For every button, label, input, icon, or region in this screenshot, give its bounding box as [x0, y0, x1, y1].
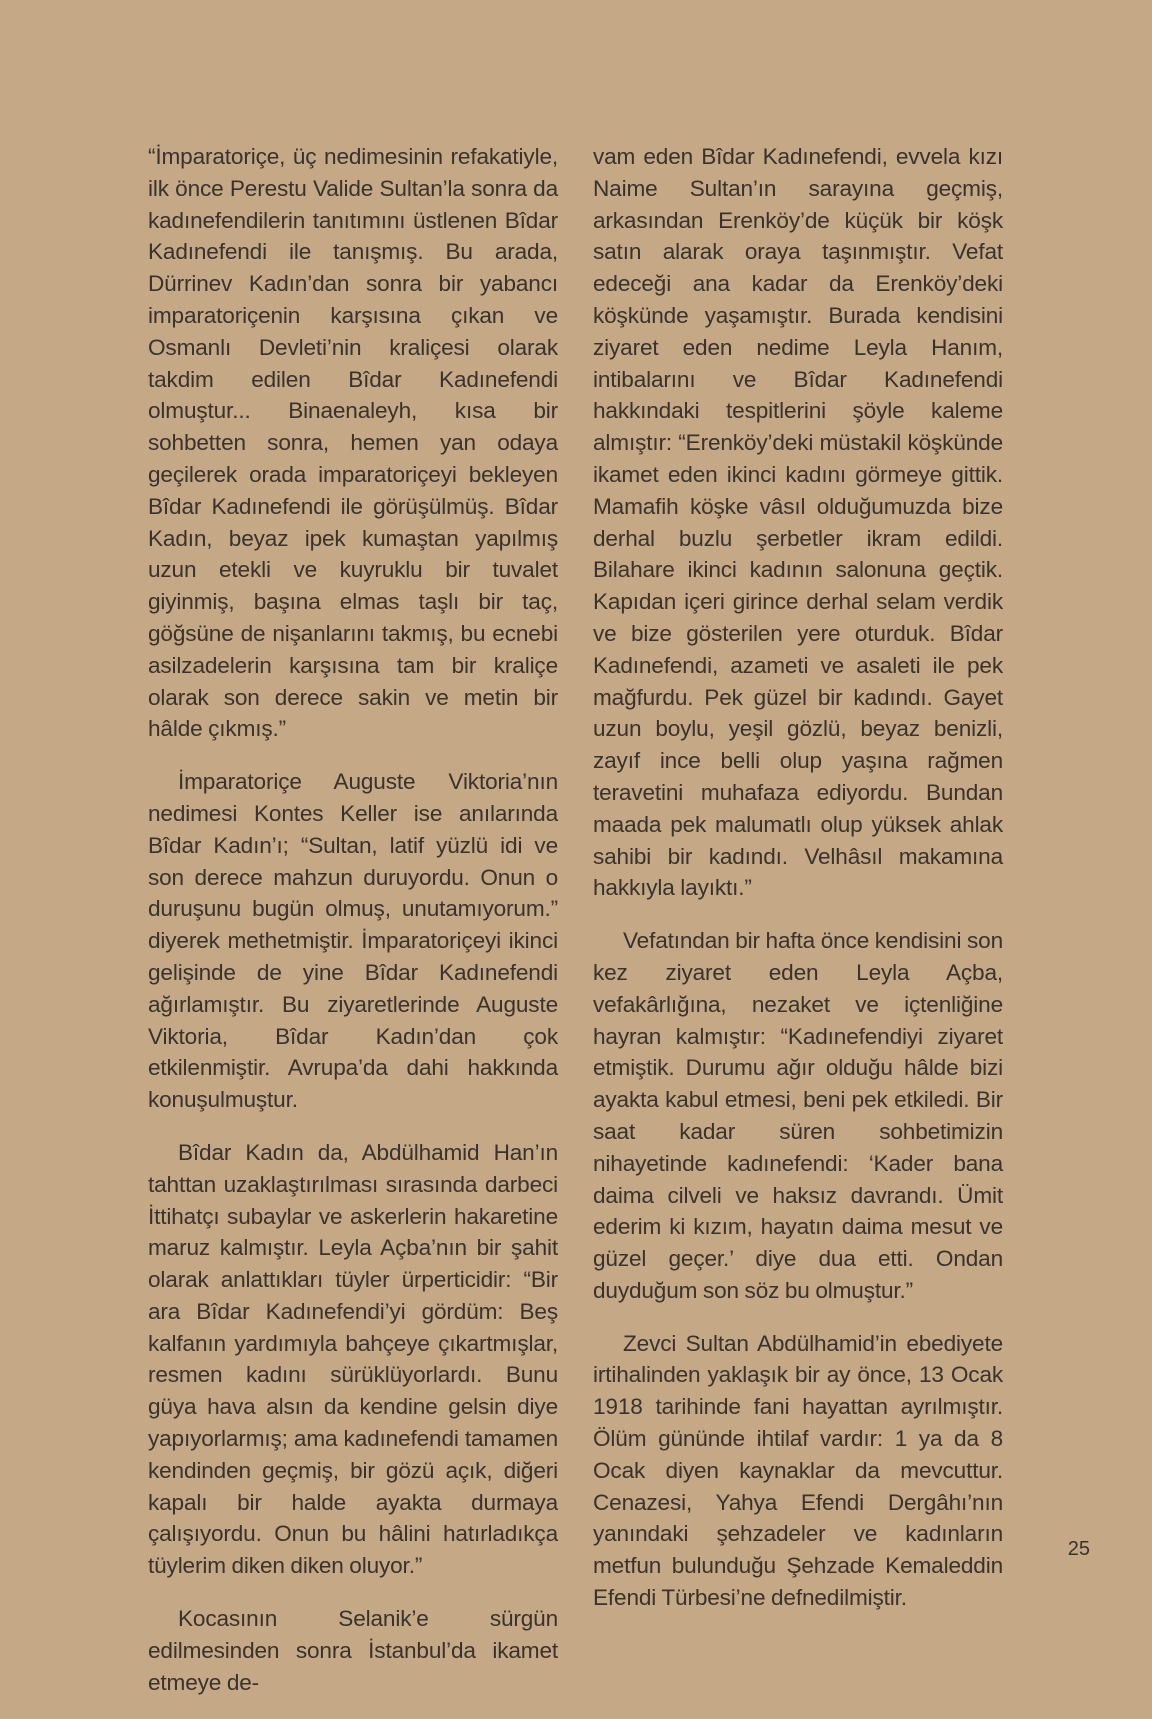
paragraph-last-visit: Vefatından bir hafta önce kendisini son kez ziyaret eden Leyla Açba, vefakârlığına, nezaket ve içtenliğine hayran kalmıştır: “Kadınefendiyi ziyaret etmiştik. Durumu ağır olduğu hâlde bizi ayakta kabul etmesi, beni pek etkiledi. Bir saat kadar süren sohbetimizin nihayetinde kadınefendi: ‘Kader bana daima cilveli ve haksız davrandı. Ümit ederim ki kızım, hayatın daima mesut ve güzel geçer.’ diye dua etti. Ondan duyduğum son söz bu olmuştur.” [593, 928, 1003, 1303]
paragraph-death: Zevci Sultan Abdülhamid’in ebediyete irtihalinden yaklaşık bir ay önce, 13 Ocak 1918 tarihinde fani hayattan ayrılmıştır. Ölüm gününde ihtilaf vardır: 1 ya da 8 Ocak diyen kaynaklar da mevcuttur. Cenazesi, Yahya Efendi Dergâhı’nın yanındaki şehzadeler ve kadınların metfun bulunduğu Şehzade Kemaleddin Efendi Türbesi’ne defnedilmiştir. [593, 1330, 1003, 1611]
paragraph-kontes-keller: İmparatoriçe Auguste Viktoria’nın nedimesi Kontes Keller ise anılarında Bîdar Kadın’ı; “Sultan, latif yüzlü idi ve son derece mahzun duruyordu. Onun o duruşunu bugün olmuş, unutamıyorum.” diyerek methetmiştir. İmparatoriçeyi ikinci gelişinde de yine Bîdar Kadınefendi ağırlamıştır. Bu ziyaretlerinde Auguste Viktoria, Bîdar Kadın’dan çok etkilenmiştir. Avrupa’da dahi hakkında konuşulmuştur. [148, 769, 558, 1113]
page-number: 25 [1067, 1538, 1090, 1560]
right-text-column [593, 141, 1003, 1635]
paragraph-empress-visit: “İmparatoriçe, üç nedimesinin refakatiyle, ilk önce Perestu Valide Sultan’la sonra da kadınefendilerin tanıtımını üstlenen Bîdar Kadınefendi ile tanışmış. Bu arada, Dürrinev Kadın’dan sonra bir yabancı imparatoriçenin karşısına çıkan ve Osmanlı Devleti’nin kraliçesi olarak takdim edilen Bîdar Kadınefendi olmuştur... Binaenaleyh, kısa bir sohbetten sonra, hemen yan odaya geçilerek orada imparatoriçeyi bekleyen Bîdar Kadınefendi ile görüşülmüş. Bîdar Kadın, beyaz ipek kumaştan yapılmış uzun etekli ve kuyruklu bir tuvalet giyinmiş, başına elmas taşlı bir taç, göğsüne de nişanlarını takmış, bu ecnebi asilzadelerin karşısına tam bir kraliçe olarak son derece sakin ve metin bir hâlde çıkmış.” [148, 144, 558, 742]
paragraph-bidar-insult: Bîdar Kadın da, Abdülhamid Han’ın tahttan uzaklaştırılması sırasında darbeci İttihatçı subaylar ve askerlerin hakaretine maruz kalmıştır. Leyla Açba’nın bir şahit olarak anlattıkları tüyler ürperticidir: “Bir ara Bîdar Kadınefendi’yi gördüm: Beş kalfanın yardımıyla bahçeye çıkartmışlar, resmen kadını sürüklüyorlardı. Bunu güya hava alsın da kendine gelsin diye yapıyorlarmış; ama kadınefendi tamamen kendinden geçmiş, bir gözü açık, diğeri kapalı bir halde ayakta durmaya çalışıyordu. Onun bu hâlini hatırladıkça tüylerim diken diken oluyor.” [148, 1139, 558, 1579]
left-text-column [148, 141, 558, 1719]
paragraph-erenkoy-life: vam eden Bîdar Kadınefendi, evvela kızı Naime Sultan’ın sarayına geçmiş, arkasından Erenköy’de küçük bir köşk satın alarak oraya taşınmıştır. Vefat edeceği ana kadar da Erenköy’deki köşkünde yaşamıştır. Burada kendisini ziyaret eden nedime Leyla Hanım, intibalarını ve Bîdar Kadınefendi hakkındaki tespitlerini şöyle kaleme almıştır: “Erenköy’deki müstakil köşkünde ikamet eden ikinci kadını görmeye gittik. Mamafih köşke vâsıl olduğumuzda bize derhal buzlu şerbetler ikram edildi. Bilahare ikinci kadının salonuna geçtik. Kapıdan içeri girince derhal selam verdik ve bize gösterilen yere oturduk. Bîdar Kadınefendi, azameti ve asaleti ile pek mağfurdu. Pek güzel bir kadındı. Gayet uzun boylu, yeşil gözlü, beyaz benizli, zayıf ince belli olup yaşına rağmen teravetini muhafaza ediyordu. Bundan maada pek malumatlı olup yüksek ahlak sahibi bir kadındı. Velhâsıl makamına hakkıyla layıktı.” [593, 144, 1003, 901]
paragraph-exile-start: Kocasının Selanik’e sürgün edilmesinden sonra İstanbul’da ikamet etmeye de- [148, 1606, 558, 1695]
